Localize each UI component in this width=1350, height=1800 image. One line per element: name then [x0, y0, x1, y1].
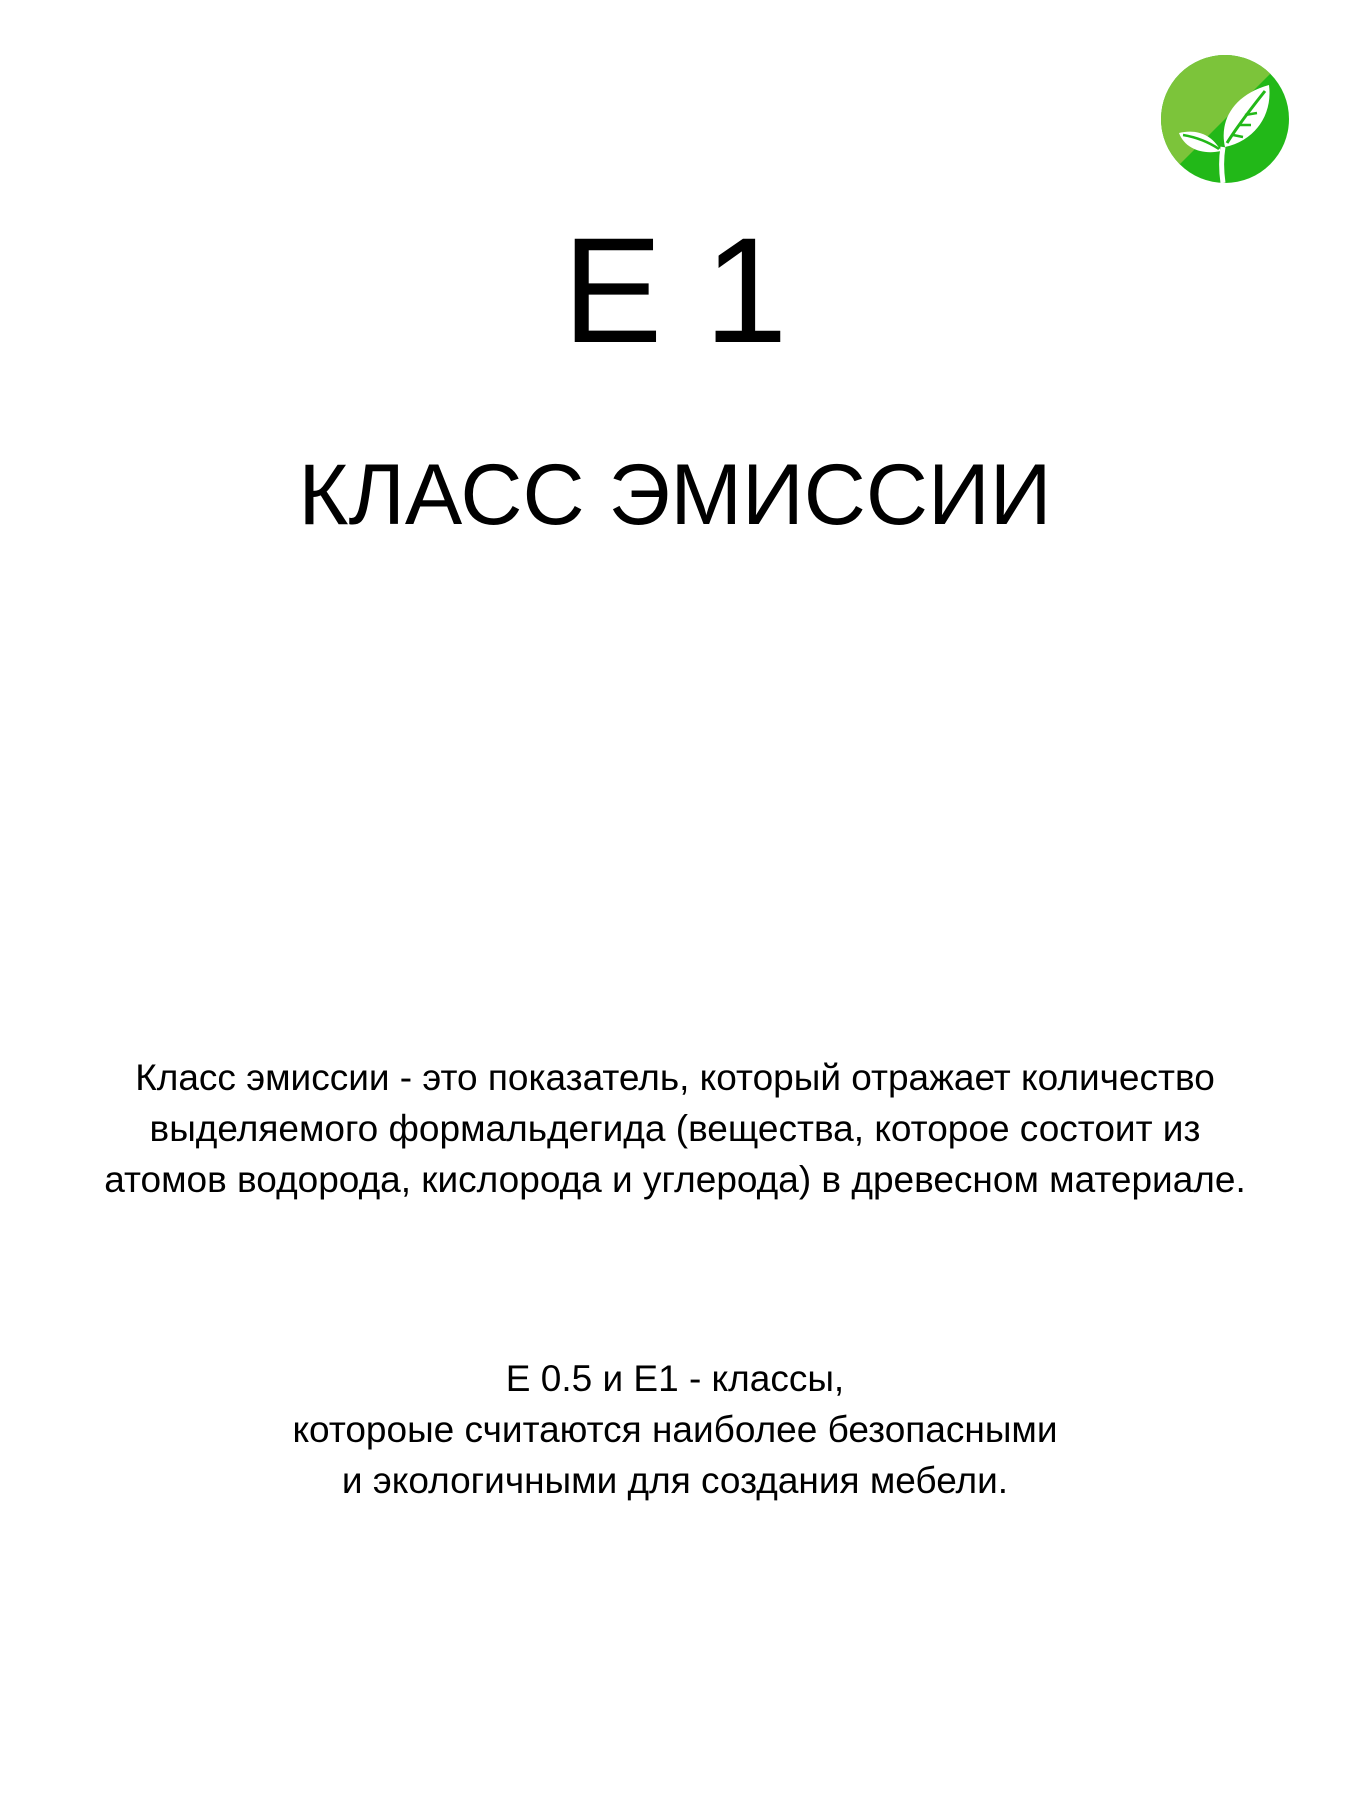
emission-grade-title: E 1: [562, 206, 788, 374]
definition-line: атомов водорода, кислорода и углерода) в древесном материале.: [104, 1159, 1246, 1200]
definition-line: Класс эмиссии - это показатель, который отражает количество: [135, 1057, 1215, 1098]
safe-classes-note: [40, 1353, 1310, 1506]
emission-class-subtitle: КЛАСС ЭМИССИИ: [298, 447, 1052, 543]
leaf-sprout-icon: [1161, 55, 1289, 183]
note-line: и экологичными для создания мебели.: [341, 1460, 1009, 1501]
definition-paragraph: [40, 1052, 1310, 1205]
definition-line: выделяемого формальдегида (вещества, которое состоит из: [149, 1108, 1201, 1149]
eco-badge: [1161, 55, 1289, 183]
note-line: E 0.5 и E1 - классы,: [505, 1358, 845, 1399]
note-line: котороые считаются наиболее безопасными: [292, 1409, 1058, 1450]
